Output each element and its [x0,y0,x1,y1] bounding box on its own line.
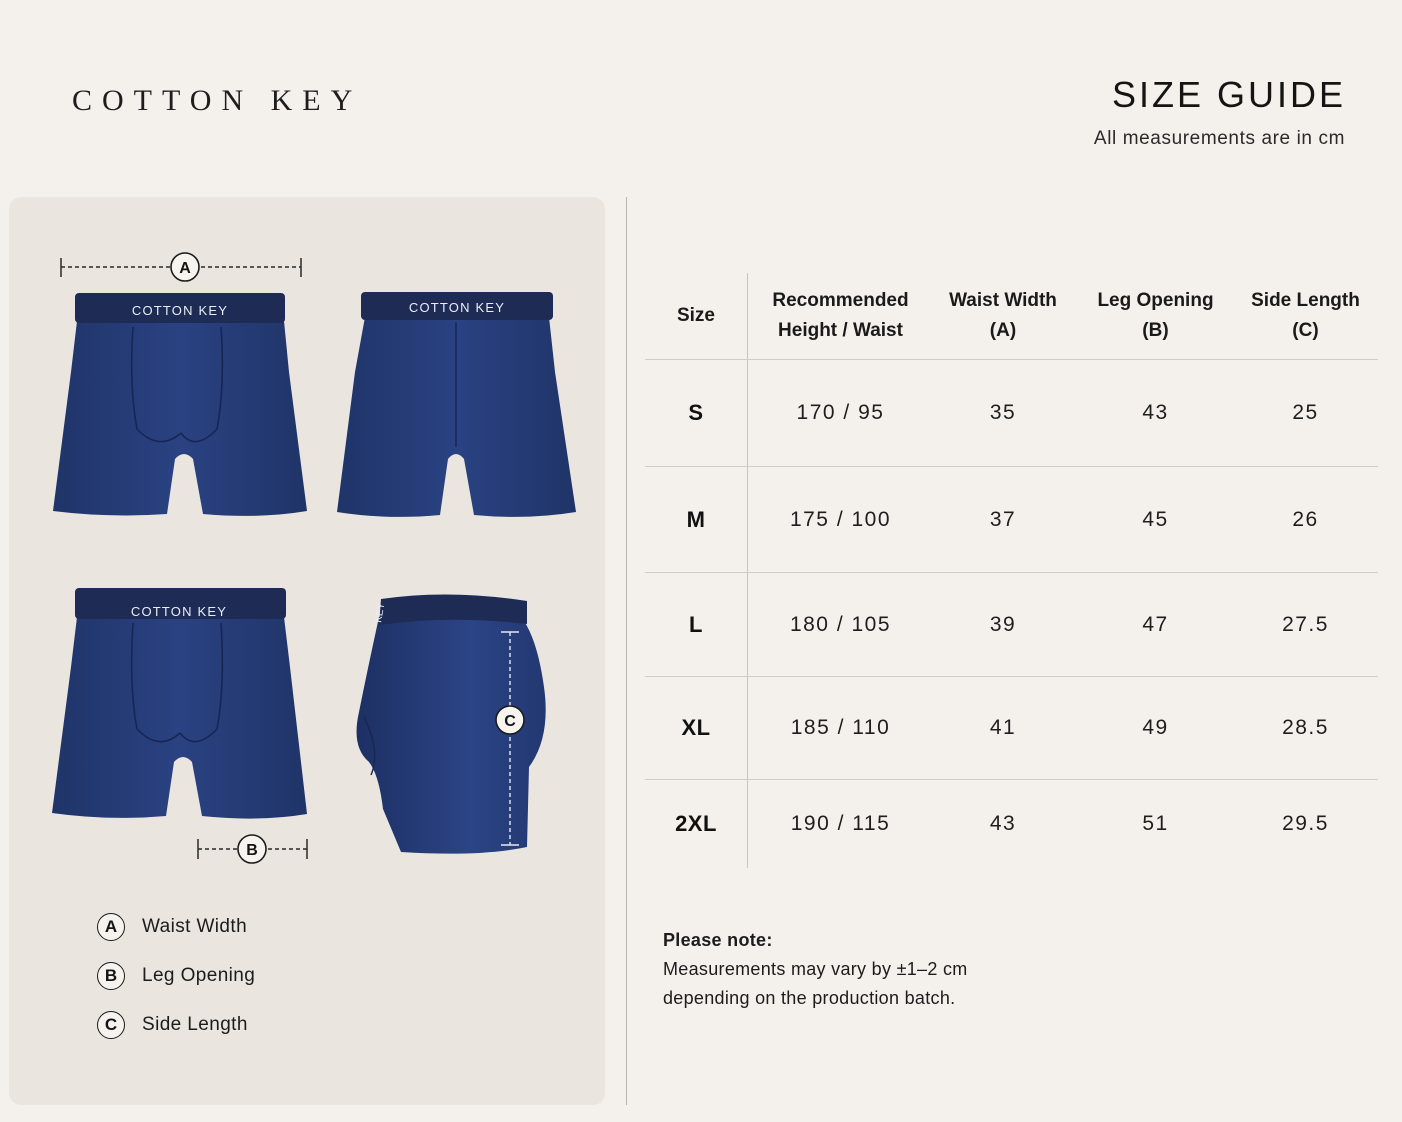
brand-logo: COTTON KEY [72,84,363,117]
boxer-back-view [337,292,576,517]
table-row [645,360,1378,467]
header-waist-line2: (A) [989,320,1017,341]
boxer-front-view [53,293,307,516]
table-row [645,573,1378,677]
cell-recommended: 170 / 95 [796,401,885,424]
waistband-logo: COTTON KEY [130,604,228,619]
header-size [645,273,748,359]
legend-label: Side Length [142,1014,248,1035]
header-waist-line1: Waist Width [949,290,1057,311]
header-leg-label [1097,286,1213,346]
header-leg-opening [1073,273,1238,359]
waistband-logo-side: KEY [373,601,388,624]
header-side-label [1251,286,1360,346]
cell-size: S [645,360,748,466]
table-row [645,780,1378,868]
header-side-length [1238,273,1373,359]
cell-leg: 47 [1142,612,1169,636]
header-leg-line2: (B) [1142,320,1169,341]
cell-waist: 35 [989,401,1017,424]
note-line-1: Measurements may vary by ±1–2 cm [663,959,968,979]
waistband-logo: COTTON KEY [408,300,506,315]
cell-size: M [645,467,748,572]
header-size-label: Size [676,305,716,326]
table-header-row [645,273,1378,360]
table-row [645,467,1378,573]
header-recommended-line2: Height / Waist [778,320,903,341]
cell-waist: 39 [989,612,1017,636]
legend-badge: C [97,1011,125,1039]
waist-width-measure [61,253,301,281]
boxer-front-view-leg [52,588,307,819]
cell-side: 28.5 [1282,716,1329,739]
marker-a: A [179,260,191,277]
legend-label: Waist Width [142,916,248,937]
size-table [645,273,1378,868]
marker-c: C [504,713,516,730]
cell-leg: 51 [1142,812,1169,835]
cell-size: L [645,573,748,676]
note-line-2: depending on the production batch. [663,988,956,1008]
cell-recommended: 190 / 115 [790,812,891,835]
cell-size: 2XL [645,780,748,868]
page-subtitle: All measurements are in cm [1093,128,1345,149]
legend-label: Leg Opening [142,965,256,986]
header-recommended-line1: Recommended [772,290,909,311]
cell-waist: 41 [989,716,1017,739]
cell-side: 25 [1292,401,1319,424]
legend-badge: A [97,913,125,941]
header-recommended-label [772,286,908,346]
cell-recommended: 180 / 105 [789,612,892,636]
legend-badge: B [97,962,125,990]
note-title: Please note: [663,930,773,950]
product-illustration-panel [9,197,605,1105]
cell-size: XL [645,677,748,779]
waistband-logo: COTTON KEY [131,303,229,318]
cell-side: 26 [1292,507,1319,531]
cell-leg: 43 [1142,401,1169,424]
legend-item-side-length [97,1009,255,1041]
cell-side: 29.5 [1282,812,1329,835]
cell-side: 27.5 [1282,612,1329,636]
leg-opening-measure [198,835,307,863]
header-waist-label [949,286,1057,346]
cell-waist: 37 [989,507,1017,531]
cell-leg: 49 [1142,716,1169,739]
marker-b: B [246,842,258,859]
legend-item-waist-width [97,911,255,943]
legend-item-leg-opening [97,960,255,992]
cell-recommended: 185 / 110 [790,716,891,739]
cell-waist: 43 [989,812,1017,835]
header-recommended [748,273,933,359]
header-leg-line1: Leg Opening [1097,290,1214,311]
header-waist-width [933,273,1073,359]
page-title: SIZE GUIDE [1111,74,1346,115]
vertical-divider [626,197,627,1105]
cell-recommended: 175 / 100 [789,507,892,531]
header-side-line1: Side Length [1251,290,1360,311]
cell-leg: 45 [1142,507,1169,531]
measurement-note [663,926,1083,1013]
header-side-line2: (C) [1292,320,1319,341]
boxer-side-view [357,594,546,853]
table-row [645,677,1378,780]
measurement-legend [97,911,255,1058]
